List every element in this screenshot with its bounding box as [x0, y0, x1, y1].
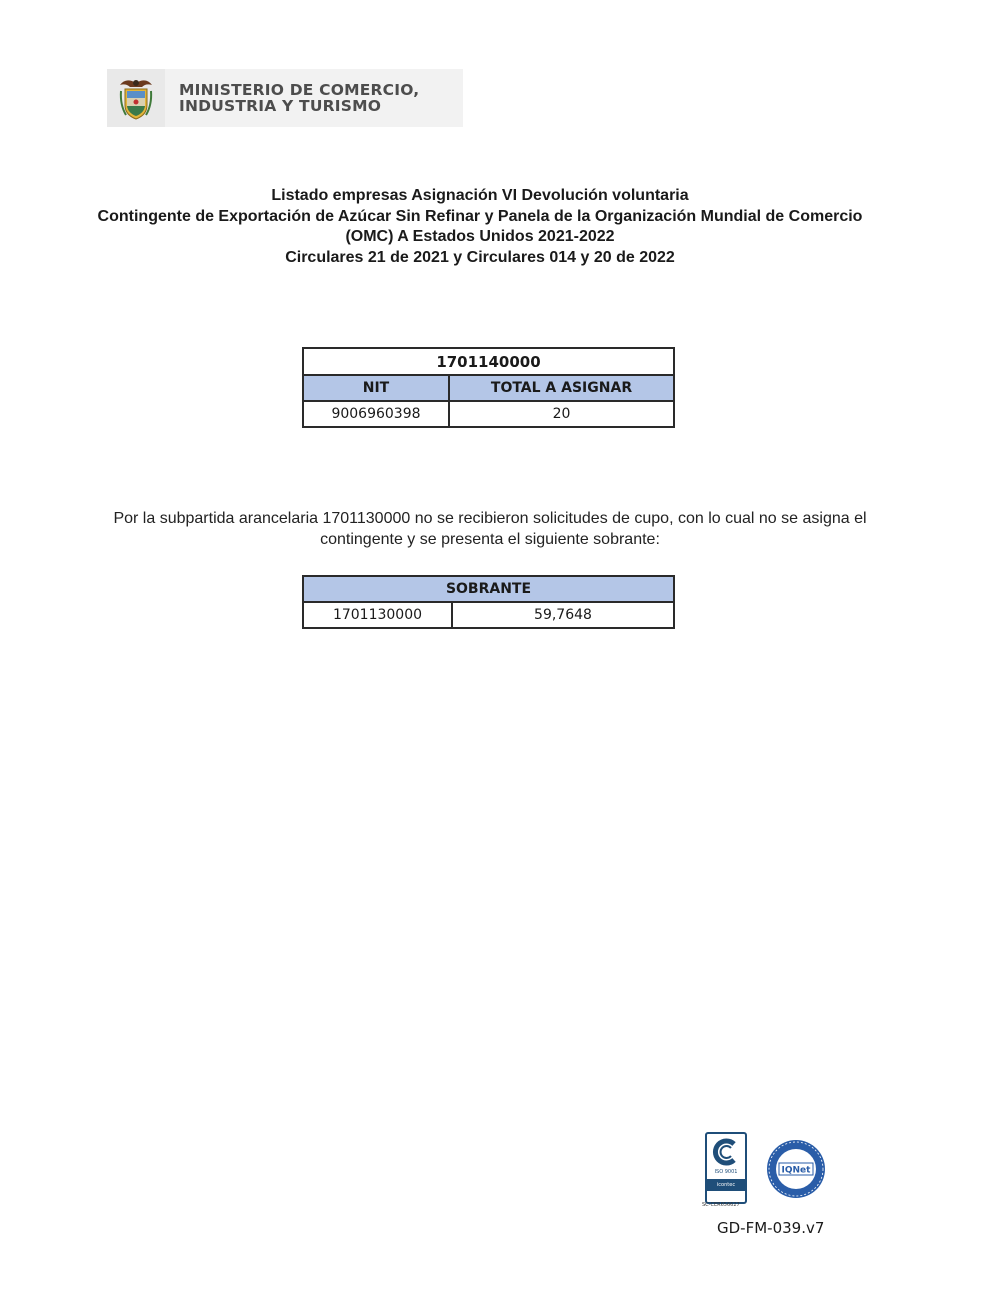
- icontec-label: icontec: [707, 1179, 745, 1191]
- tariff-subheading: 1701140000: [303, 348, 674, 375]
- surplus-table: [302, 575, 675, 629]
- certificate-code: SC-CER656627: [702, 1202, 740, 1208]
- icontec-c-icon: [712, 1138, 740, 1166]
- assignment-table: [302, 347, 675, 428]
- title-line-3: (OMC) A Estados Unidos 2021-2022: [345, 228, 615, 245]
- table-row: [303, 602, 674, 628]
- title-line-1: Listado empresas Asignación VI Devolución voluntaria: [271, 187, 689, 204]
- paragraph-line-2: contingente y se presenta el siguiente sobrante:: [320, 531, 660, 548]
- cell-total: 20: [449, 401, 674, 427]
- ministry-name-line2: INDUSTRIA Y TURISMO: [179, 97, 382, 115]
- column-header-total: TOTAL A ASIGNAR: [449, 375, 674, 401]
- column-header-nit: NIT: [303, 375, 449, 401]
- iso-label: ISO 9001: [714, 1169, 738, 1175]
- title-line-2: Contingente de Exportación de Azúcar Sin Refinar y Panela de la Organización Mundial de Comercio: [97, 207, 863, 225]
- table-row: [303, 401, 674, 427]
- ministry-logo: [107, 69, 463, 127]
- paragraph-line-1: Por la subpartida arancelaria 1701130000 no se recibieron solicitudes de cupo, con lo cual no se asigna el: [113, 510, 867, 527]
- cell-tariff-code: 1701130000: [303, 602, 452, 628]
- cell-surplus-value: 59,7648: [452, 602, 674, 628]
- iqnet-certified-icon: [765, 1138, 827, 1200]
- cell-nit: 9006960398: [303, 401, 449, 427]
- title-line-4: Circulares 21 de 2021 y Circulares 014 y 20 de 2022: [285, 248, 675, 266]
- surplus-heading: SOBRANTE: [303, 576, 674, 602]
- ministry-name: [179, 82, 419, 114]
- surplus-explanation: [90, 508, 890, 550]
- crest-container: [107, 69, 165, 127]
- document-title: [60, 186, 900, 268]
- colombia-coat-of-arms-icon: [116, 75, 156, 121]
- iqnet-label: IQNet: [781, 1165, 811, 1176]
- certification-logos: [702, 1132, 827, 1208]
- form-code: GD-FM-039.v7: [717, 1219, 825, 1237]
- icontec-iso-badge: [705, 1132, 747, 1204]
- ministry-name-line1: MINISTERIO DE COMERCIO,: [179, 81, 420, 99]
